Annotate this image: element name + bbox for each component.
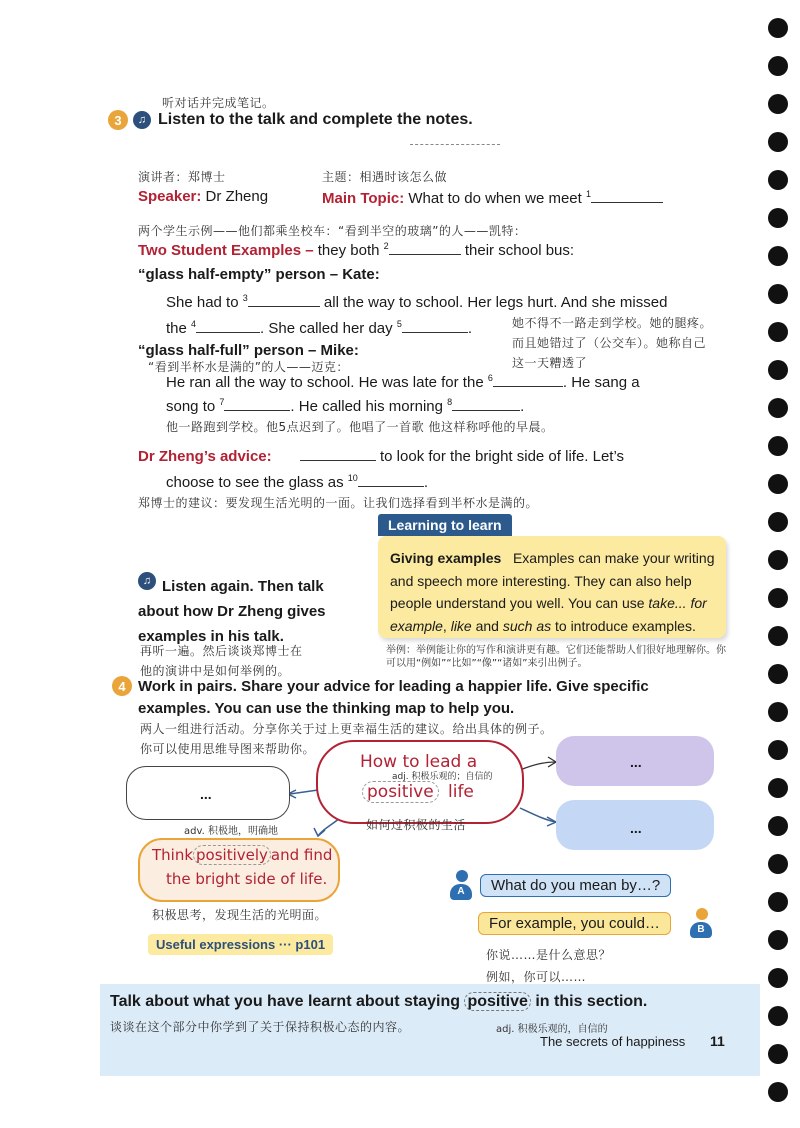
speaker-label: Speaker:: [138, 188, 202, 205]
kate-text: She had to: [166, 294, 239, 311]
map-right-bottom-text: ...: [630, 820, 642, 836]
map-center-line-2: life: [448, 782, 474, 802]
mike-text: song to: [166, 398, 216, 415]
listen-again-note-2: 他的演讲中是如何举例的。: [140, 664, 291, 678]
think-text: and find: [270, 846, 333, 864]
kate-text: .: [467, 320, 472, 337]
learning-phrase: take... for example: [390, 595, 707, 634]
kate-note-1: 她不得不一路走到学校。她的腿疼。: [512, 316, 713, 330]
exercise-title: Listen to the talk and complete the notes.: [158, 111, 473, 128]
kate-text: . She called her day: [260, 320, 393, 337]
footer-word-note: adj. 积极乐观的，自信的: [496, 1024, 608, 1035]
blank-number: 1: [586, 189, 592, 199]
advice-label: Dr Zheng’s advice:: [138, 448, 272, 465]
kate-note-3: 这一天糟透了: [512, 356, 588, 370]
examples-text: they both: [317, 242, 380, 259]
blank-number: 10: [347, 473, 358, 483]
speech-bubble-b: For example, you could…: [478, 912, 671, 935]
learning-body: to introduce examples.: [551, 617, 696, 634]
speaker-note: 演讲者：郑博士: [138, 170, 226, 184]
topic-note: 主题：相遇时该怎么做: [322, 170, 448, 184]
listen-again-text: Listen again. Then talk about how Dr Zheng gives examples in his talk.: [138, 578, 326, 645]
speaker-value: Dr Zheng: [205, 188, 269, 205]
blank-number: 2: [383, 241, 389, 251]
exercise-note-2: 你可以使用思维导图来帮助你。: [140, 742, 316, 756]
headphones-icon[interactable]: ♫: [138, 572, 156, 590]
footer-text: Talk about what you have learnt about staying: [110, 993, 460, 1010]
examples-note: 两个学生示例——他们都乘坐校车：“看到半空的玻璃”的人——凯特：: [138, 224, 527, 238]
learning-body: ,: [442, 617, 451, 634]
page-number: 11: [710, 1033, 725, 1049]
footer-note: 谈谈在这个部分中你学到了关于保持积极心态的内容。: [110, 1020, 411, 1034]
mike-note: 他一路跑到学校。他5点迟到了。他唱了一首歌 他这样称呼他的早晨。: [166, 420, 554, 434]
mike-heading: “glass half-full” person – Mike:: [138, 342, 359, 359]
speaker-a-label: A: [450, 884, 472, 900]
headphones-icon[interactable]: ♫: [133, 111, 151, 129]
mike-text: . He sang a: [562, 374, 640, 391]
think-note: 积极思考，发现生活的光明面。: [152, 908, 328, 922]
advice-text: choose to see the glass as: [166, 474, 344, 491]
learning-phrase: like: [450, 617, 472, 634]
kate-text: the: [166, 320, 187, 337]
topic-value: What to do when we meet: [408, 190, 582, 207]
map-left-text: ...: [200, 786, 212, 802]
footer-keyword: positive: [464, 992, 530, 1011]
blank-number: 4: [191, 319, 197, 329]
listen-again-note-1: 再听一遍。然后谈谈郑博士在: [140, 644, 303, 658]
exercise-title: Work in pairs. Share your advice for leading a happier life. Give specific examples. You can use the thinking map to help you.: [138, 678, 649, 717]
map-center-line-1: How to lead a: [360, 752, 478, 772]
advice-text: to look for the bright side of life. Let’s: [380, 448, 625, 465]
useful-expressions-link[interactable]: Useful expressions ··· p101: [148, 934, 333, 955]
kate-note-2: 而且她错过了（公交车）。她称自己: [512, 336, 707, 350]
blank-number: 6: [487, 373, 493, 383]
header-note: 听对话并完成笔记。: [162, 96, 275, 110]
speech-bubble-a: What do you mean by…?: [480, 874, 671, 897]
advice-text: .: [423, 474, 428, 491]
footer-task: [110, 993, 647, 1011]
adv-note: adv. 积极地，明确地: [184, 826, 278, 837]
map-center-note: adj. 积极乐观的；自信的: [392, 772, 493, 782]
exercise-note-1: 两人一组进行活动。分享你关于过上更幸福生活的建议。给出具体的例子。: [140, 722, 553, 736]
learning-tab: Learning to learn: [378, 514, 512, 536]
map-center-cn: 如何过积极的生活: [366, 818, 467, 832]
blank-number: 3: [242, 293, 248, 303]
exercise-number: 3: [108, 110, 128, 130]
learning-phrase: such as: [502, 617, 552, 634]
advice-note: 郑博士的建议：要发现生活光明的一面。让我们选择看到半杯水是满的。: [138, 496, 539, 510]
think-keyword: positively: [193, 845, 271, 865]
footer-text: in this section.: [535, 993, 648, 1010]
mike-note-cn: “看到半杯水是满的”的人——迈克：: [148, 360, 349, 374]
blank-number: 5: [396, 319, 402, 329]
dialogue-note-a: 你说……是什么意思？: [486, 948, 612, 962]
mike-text: . He called his morning: [290, 398, 443, 415]
kate-heading: “glass half-empty” person – Kate:: [138, 266, 380, 283]
learning-body: Examples can make your writing and speech more interesting. They can also help people understand you well. You can use: [390, 550, 715, 611]
blank-number: 8: [447, 397, 453, 407]
learning-heading: Giving examples: [390, 550, 502, 566]
learning-note: 举例：举例能让你的写作和演讲更有趣。它们还能帮助人们很好地理解你。你可以用“例如”“比如”“像”“诸如”来引出例子。: [386, 645, 726, 669]
kate-text: all the way to school. Her legs hurt. And she missed: [323, 294, 668, 311]
speaker-b-icon: [690, 908, 714, 938]
think-text: Think: [152, 846, 194, 864]
map-right-top-text: ...: [630, 754, 642, 770]
mike-text: .: [520, 398, 525, 415]
dialogue-note-b: 例如，你可以……: [486, 970, 587, 984]
map-center-keyword: positive: [362, 781, 439, 803]
blank-number: 7: [219, 397, 225, 407]
examples-text: their school bus:: [464, 242, 575, 259]
topic-label: Main Topic:: [322, 190, 405, 207]
mike-text: He ran all the way to school. He was late for the: [166, 374, 484, 391]
examples-label: Two Student Examples –: [138, 242, 314, 259]
book-title: The secrets of happiness: [540, 1034, 686, 1049]
speaker-b-label: B: [690, 922, 712, 938]
speaker-a-icon: [450, 870, 474, 900]
learning-body: and: [471, 617, 503, 634]
exercise-number: 4: [112, 676, 132, 696]
think-line-2: the bright side of life.: [166, 870, 328, 888]
think-line-1: [152, 846, 332, 864]
